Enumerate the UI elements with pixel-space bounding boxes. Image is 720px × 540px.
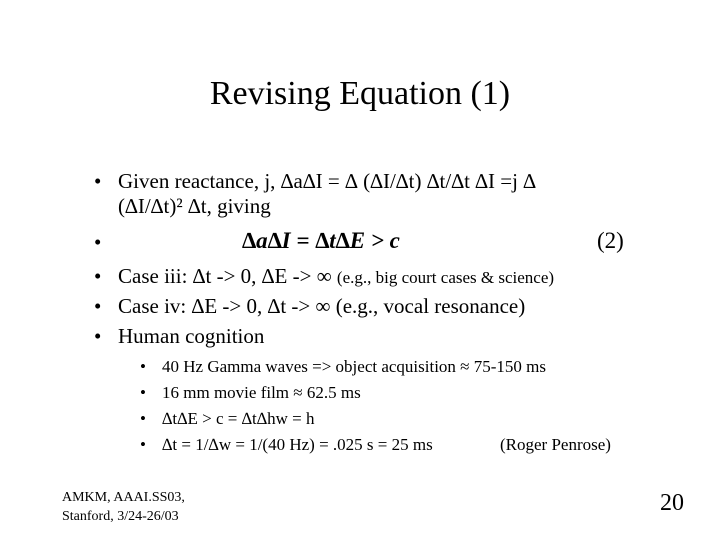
sub-item-gamma-waves: 40 Hz Gamma waves => object acquisition ≈ 75-150 ms	[162, 357, 547, 376]
penrose-citation: (Roger Penrose)	[500, 435, 611, 454]
sub-bullet-marker: •	[140, 383, 146, 402]
sub-item-delta-t: ∆t = 1/∆w = 1/(40 Hz) = .025 s = 25 ms	[162, 435, 433, 454]
bullet-marker: •	[94, 264, 102, 288]
bullet-case-iv: Case iv: ∆E -> 0, ∆t -> ∞ (e.g., vocal resonance)	[118, 294, 526, 318]
sub-item-uncertainty: ∆t∆E > c = ∆t∆hw = h	[162, 409, 315, 428]
sub-item-movie-film: 16 mm movie film ≈ 62.5 ms	[162, 383, 361, 402]
bullet-marker: •	[94, 324, 102, 348]
case-iii-text: Case iii: ∆t -> 0, ∆E -> ∞	[118, 264, 332, 288]
bullet-marker: •	[94, 294, 102, 318]
case-iii-note: (e.g., big court cases & science)	[336, 268, 555, 287]
sub-bullet-marker: •	[140, 409, 146, 428]
sub-bullet-marker: •	[140, 435, 146, 454]
bullet-given-reactance-line2: (∆I/∆t)² ∆t, giving	[118, 194, 271, 218]
page-number: 20	[660, 490, 684, 516]
footer-line-2: Stanford, 3/24-26/03	[62, 509, 179, 524]
bullet-case-iii	[118, 264, 678, 290]
footer-line-1: AMKM, AAAI.SS03,	[62, 490, 185, 505]
bullet-human-cognition: Human cognition	[118, 324, 265, 348]
slide-footer	[62, 488, 185, 526]
slide-title: Revising Equation (1)	[209, 75, 511, 112]
bullet-marker: •	[94, 169, 102, 193]
equation-number: (2)	[597, 228, 624, 253]
bullet-given-reactance-line1: Given reactance, j, ∆a∆I = ∆ (∆I/∆t) ∆t/∆t ∆I =j ∆	[118, 169, 537, 193]
bullet-marker: •	[94, 230, 102, 254]
equation-2: ∆a∆I = ∆t∆E > c	[242, 228, 400, 253]
sub-bullet-marker: •	[140, 357, 146, 376]
